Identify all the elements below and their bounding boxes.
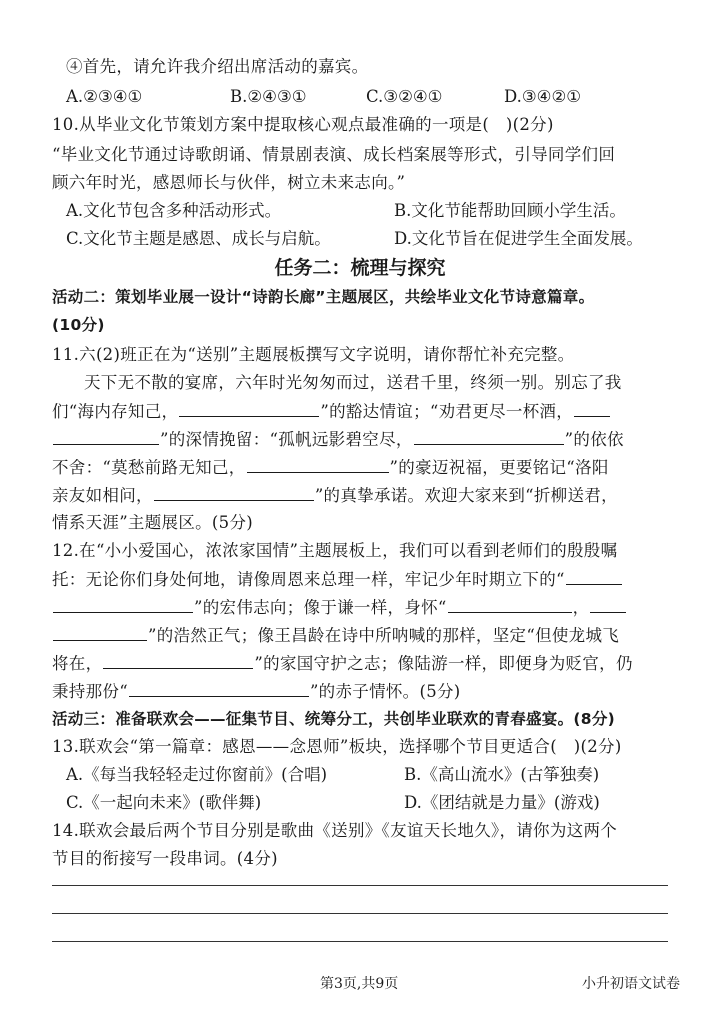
activity-2-score: (10分) (52, 316, 105, 334)
q11-paragraph-line-5 (52, 482, 672, 509)
q10-option-d: D.文化节旨在促进学生全面发展。 (394, 229, 643, 248)
q12-line-4 (52, 622, 672, 649)
q12-text: 托：无论你们身处何地，请像周恩来总理一样，牢记少年时期立下的“ (52, 570, 565, 589)
q13-stem: 13.联欢会“第一篇章：感恩——念恩师”板块，选择哪个节目更适合( )(2分) (52, 737, 622, 756)
q11-paragraph-line-1: 天下无不散的宴席，六年时光匆匆而过，送君千里，终须一别。别忘了我 (84, 373, 622, 392)
q13-option-a: A.《每当我轻轻走过你窗前》(合唱) (66, 765, 328, 784)
q12-text: 秉持那份“ (52, 682, 128, 701)
task-2-title: 任务二：梳理与探究 (274, 257, 446, 279)
q10-option-b: B.文化节能帮助回顾小学生活。 (394, 201, 626, 220)
q12-blank-2a[interactable] (448, 594, 572, 613)
q11-text: ”的依依 (564, 430, 624, 449)
q11-text: ”的豁达情谊；“劝君更尽一杯酒， (320, 402, 574, 421)
q13-option-d: D.《团结就是力量》(游戏) (404, 793, 600, 812)
q14-answer-line-1[interactable] (52, 885, 668, 886)
q11-text: ”的深情挽留：“孤帆远影碧空尽， (160, 430, 413, 449)
q10-quote-line-2: 顾六年时光，感恩师长与伙伴，树立未来志向。” (52, 173, 406, 192)
q13-option-b: B.《高山流水》(古筝独奏) (404, 765, 600, 784)
q11-blank-2a[interactable] (574, 398, 610, 417)
q12-blank-3[interactable] (103, 650, 253, 669)
q11-text: 不舍：“莫愁前路无知己， (52, 458, 246, 477)
q12-line-3 (52, 594, 672, 621)
q11-paragraph-line-3 (52, 426, 672, 453)
q9-option-d: D.③④②① (504, 87, 582, 106)
q12-blank-2b[interactable] (590, 594, 626, 613)
q12-blank-4[interactable] (129, 678, 309, 697)
q11-blank-1[interactable] (179, 398, 319, 417)
q12-text: 将在， (52, 654, 103, 673)
q9-option-c: C.③②④① (366, 87, 443, 106)
q14-answer-line-2[interactable] (52, 913, 668, 914)
q11-blank-2b[interactable] (53, 426, 159, 445)
q12-blank-1b[interactable] (53, 594, 193, 613)
q11-blank-5[interactable] (154, 482, 314, 501)
q13-option-c: C.《一起向未来》(歌伴舞) (66, 793, 262, 812)
q14-stem: 14.联欢会最后两个节目分别是歌曲《送别》《友谊天长地久》，请你为这两个 (52, 821, 618, 840)
q11-text: ”的豪迈祝福，更要铭记“洛阳 (389, 458, 609, 477)
q9-item-4: ④首先，请允许我介绍出席活动的嘉宾。 (66, 57, 369, 76)
q12-text: ， (572, 598, 590, 617)
q12-blank-1a[interactable] (566, 566, 622, 585)
q11-stem: 11.六(2)班正在为“送别”主题展板撰写文字说明，请你帮忙补充完整。 (52, 345, 575, 364)
q11-text: 们“海内存知己， (52, 402, 179, 421)
q12-text: ”的浩然正气；像王昌龄在诗中所呐喊的那样，坚定“但使龙城飞 (148, 626, 620, 645)
q10-option-a: A.文化节包含多种活动形式。 (66, 201, 282, 220)
exam-name: 小升初语文试卷 (582, 976, 680, 992)
q12-text: ”的赤子情怀。(5分) (309, 682, 461, 701)
q11-text: ”的真挚承诺。欢迎大家来到“折柳送君， (314, 486, 618, 505)
activity-2-heading: 活动二：策划毕业展一设计“诗韵长廊”主题展区，共绘毕业文化节诗意篇章。 (52, 288, 595, 306)
q10-stem: 10.从毕业文化节策划方案中提取核心观点最准确的一项是( )(2分) (52, 115, 554, 134)
page-number: 第3页,共9页 (320, 976, 399, 992)
q10-option-c: C.文化节主题是感恩、成长与启航。 (66, 229, 331, 248)
q9-option-b: B.②④③① (230, 87, 307, 106)
q12-line-5 (52, 650, 672, 677)
activity-3-heading: 活动三：准备联欢会——征集节目、统筹分工，共创毕业联欢的青春盛宴。(8分) (52, 710, 616, 728)
q12-line-2 (52, 566, 672, 593)
q12-stem: 12.在“小小爱国心，浓浓家国情”主题展板上，我们可以看到老师们的殷殷嘱 (52, 541, 618, 560)
q12-blank-2c[interactable] (53, 622, 147, 641)
q11-paragraph-line-4 (52, 454, 672, 481)
q10-quote-line-1: “毕业文化节通过诗歌朗诵、情景剧表演、成长档案展等形式，引导同学们回 (52, 145, 616, 164)
q11-paragraph-line-2 (52, 398, 672, 425)
q11-paragraph-line-6: 情系天涯”主题展区。(5分) (52, 513, 254, 532)
q14-stem-cont: 节目的衔接写一段串词。(4分) (52, 849, 278, 868)
q9-option-a: A.②③④① (66, 87, 143, 106)
q12-line-6 (52, 678, 672, 705)
q12-text: ”的宏伟志向；像于谦一样，身怀“ (194, 598, 447, 617)
q14-answer-line-3[interactable] (52, 941, 668, 942)
q12-text: ”的家国守护之志；像陆游一样，即便身为贬官，仍 (254, 654, 633, 673)
q11-blank-3[interactable] (414, 426, 564, 445)
q11-text: 亲友如相问， (52, 486, 153, 505)
q11-blank-4[interactable] (247, 454, 389, 473)
